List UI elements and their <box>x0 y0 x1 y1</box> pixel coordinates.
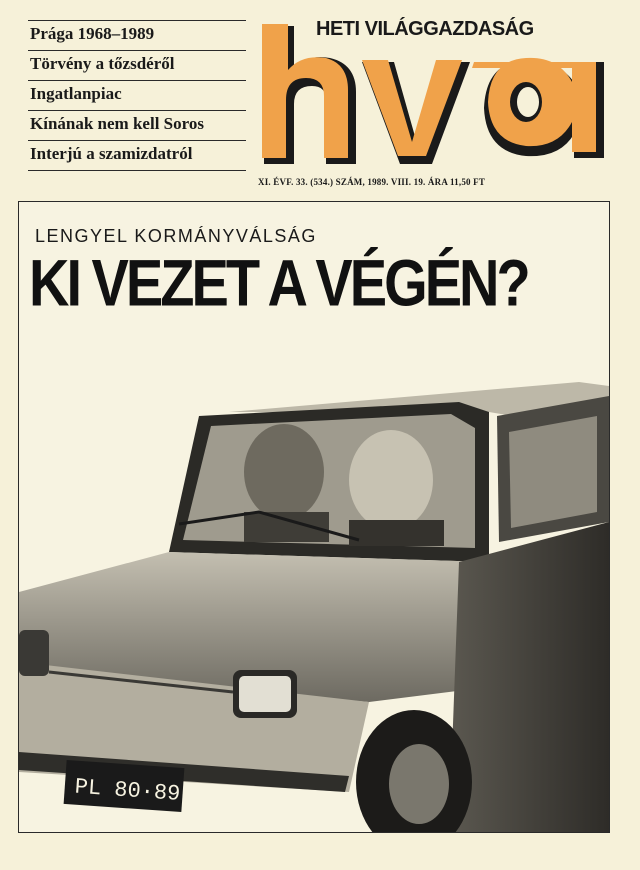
license-plate: PL 80·89 <box>73 774 182 807</box>
teaser-list <box>28 20 246 171</box>
teaser-item[interactable]: Ingatlanpiac <box>28 81 246 111</box>
issue-info: XI. ÉVF. 33. (534.) SZÁM, 1989. VIII. 19. ÁRA 11,50 FT <box>258 177 486 187</box>
teaser-item[interactable]: Kínának nem kell Soros <box>28 111 246 141</box>
masthead-tagline: HETI VILÁGGAZDASÁG <box>316 18 534 40</box>
cover-kicker: LENGYEL KORMÁNYVÁLSÁG <box>35 226 317 246</box>
teaser-item[interactable]: Prága 1968–1989 <box>28 20 246 51</box>
teaser-item[interactable]: Törvény a tőzsdéről <box>28 51 246 81</box>
cover-headline: KI VEZET A VÉGÉN? <box>29 245 528 320</box>
cover-story <box>18 201 610 833</box>
teaser-item[interactable]: Interjú a szamizdatról <box>28 141 246 171</box>
masthead <box>258 14 616 164</box>
car-photo-icon <box>19 372 609 832</box>
